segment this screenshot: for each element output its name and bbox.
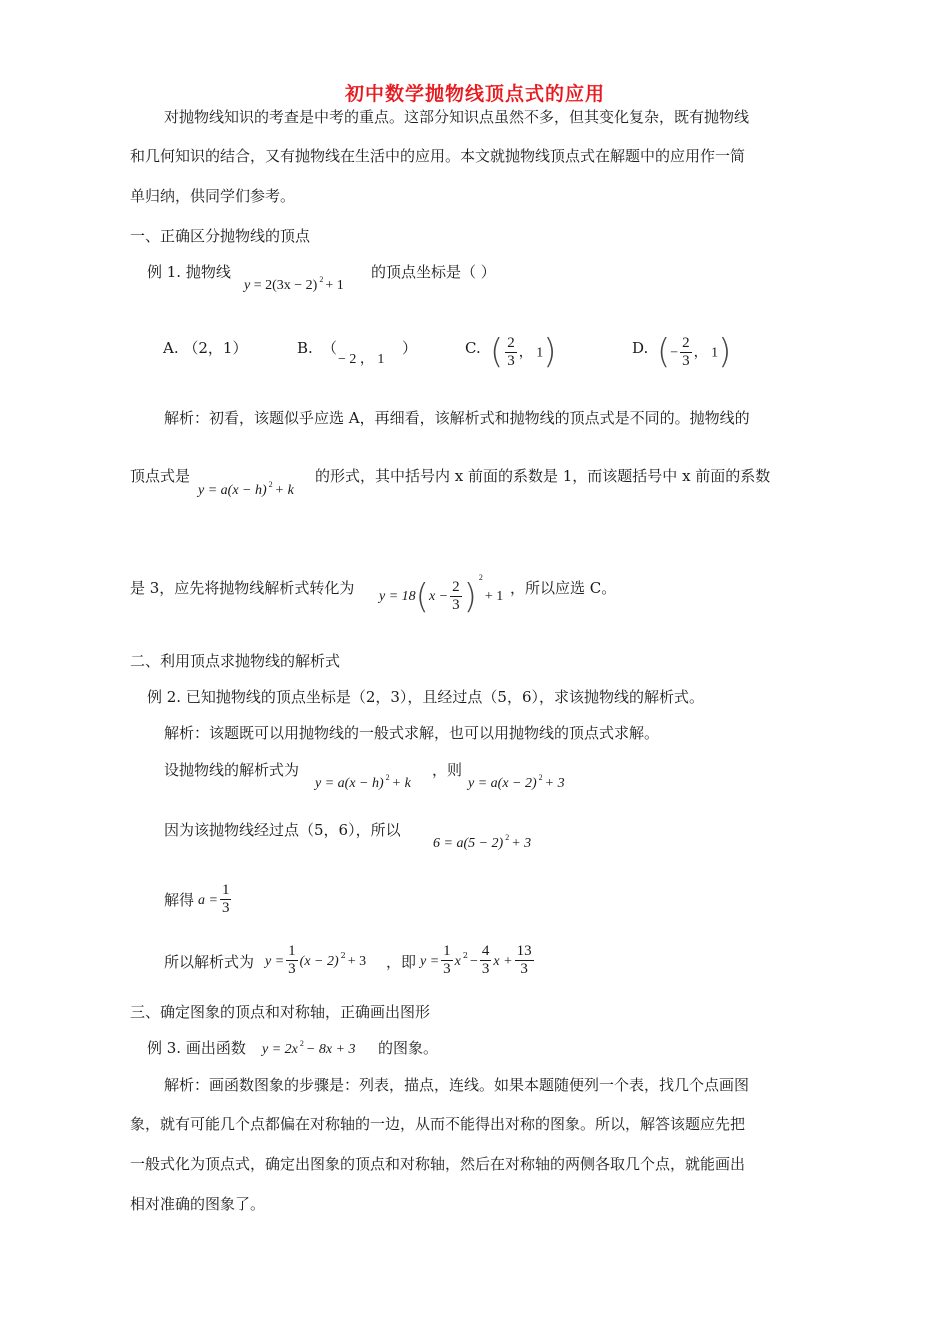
result-fraction: $\frac{1}{3}$: [288, 943, 296, 977]
option-d-fraction: $\frac{2}{3}$: [682, 334, 690, 369]
analysis-1-line-3-tail: ，所以应选 C。: [510, 579, 617, 597]
section-2-heading: 二、利用顶点求抛物线的解析式: [130, 652, 341, 670]
intro-line-3: 单归纳，供同学们参考。: [130, 187, 296, 205]
solve-line-head: 解得: [164, 891, 195, 909]
pass-line-head: 因为该抛物线经过点（5，6），所以: [164, 821, 401, 839]
option-a: A. （2，1）: [163, 339, 248, 357]
solve-formula: a = $\frac{1}{3}$: [198, 882, 230, 916]
analysis-3-line-2: 象，就有可能几个点都偏在对称轴的一边，从而不能得出对称的图象。所以，解答该题应先把: [130, 1115, 746, 1133]
set-line-head: 设抛物线的解析式为: [164, 761, 300, 779]
analysis-1-line-2-head: 顶点式是: [130, 467, 191, 485]
formula-tail: + 1: [325, 278, 344, 293]
example-3-head: 例 3. 画出函数: [147, 1039, 246, 1057]
left-paren-icon: (: [657, 332, 671, 372]
left-paren-icon: (: [415, 576, 429, 617]
example-1-tail: 的顶点坐标是（ ）: [371, 263, 496, 281]
analysis-2: 解析：该题既可以用抛物线的一般式求解，也可以用抛物线的顶点式求解。: [164, 724, 660, 742]
result-line-mid: ，即: [386, 953, 417, 971]
analysis-1-line-1: 解析：初看，该题似乎应选 A，再细看，该解析式和抛物线的顶点式是不同的。抛物线的: [164, 409, 750, 427]
right-paren-icon: ): [718, 332, 732, 372]
analysis-1-line-3-head: 是 3，应先将抛物线解析式转化为: [130, 579, 355, 597]
page-title: 初中数学抛物线顶点式的应用: [344, 83, 605, 105]
right-paren-icon: ): [543, 332, 557, 372]
set-formula-2: y = a(x − 2) $^2$ + 3: [468, 773, 565, 791]
option-b-open: （: [322, 339, 338, 357]
intro-line-1: 对抛物线知识的考查是中考的重点。这部分知识点虽然不多，但其变化复杂，既有抛物线: [164, 108, 750, 126]
formula-exponent: 2: [319, 275, 324, 284]
section-1-heading: 一、正确区分抛物线的顶点: [130, 227, 311, 245]
option-b-close: ）: [402, 339, 418, 357]
section-3-heading: 三、确定图象的顶点和对称轴，正确画出图形: [130, 1003, 431, 1021]
solve-fraction: $\frac{1}{3}$: [221, 882, 230, 916]
analysis-3-line-1: 解析：画函数图象的步骤是：列表，描点，连线。如果本题随便列一个表，找几个点画图: [164, 1076, 750, 1094]
option-c-label: C.: [465, 339, 481, 357]
general-formula: y = $\frac{1}{3}$ x $^2$ − $\frac{4}{3}$ x + $\frac{13}{3}$: [420, 943, 532, 977]
vertex-form-formula: y = a(x − h) $^2$ + k: [198, 480, 294, 498]
formula-y: y: [244, 278, 251, 293]
example-2: 例 2. 已知抛物线的顶点坐标是（2，3），且经过点（5，6），求该抛物线的解析式。: [147, 688, 705, 706]
option-c-fraction: $\frac{2}{3}$: [507, 334, 515, 369]
result-line-head: 所以解析式为: [164, 953, 255, 971]
formula-body: = 2(3x − 2): [253, 278, 318, 293]
converted-formula: y = 18(x − $\frac{2}{3}$ ) $^2$+ 1: [379, 573, 504, 617]
analysis-1-line-2-tail: 的形式，其中括号内 x 前面的系数是 1，而该题括号中 x 前面的系数: [315, 467, 771, 485]
left-paren-icon: (: [490, 332, 504, 372]
example-3-formula: y = 2x $^2$ − 8x + 3: [262, 1039, 356, 1057]
pass-formula: 6 = a(5 − 2) $^2$ + 3: [433, 833, 532, 851]
example-1-formula: [244, 275, 344, 294]
set-formula-1: y = a(x − h) $^2$ + k: [315, 773, 411, 791]
analysis-3-line-3: 一般式化为顶点式，确定出图象的顶点和对称轴，然后在对称轴的两侧各取几个点，就能画出: [130, 1155, 746, 1173]
option-b-label: B.: [297, 339, 313, 357]
example-3-tail: 的图象。: [378, 1039, 439, 1057]
right-paren-icon: ): [463, 576, 477, 617]
option-c-value: ( $\frac{2}{3}$ ， 1): [490, 332, 557, 372]
example-1-label: 例 1. 抛物线: [147, 263, 231, 281]
set-line-mid: ，则: [432, 761, 463, 779]
intro-line-2: 和几何知识的结合，又有抛物线在生活中的应用。本文就抛物线顶点式在解题中的应用作一简: [130, 147, 746, 165]
option-d-label: D.: [632, 339, 649, 357]
analysis-3-line-4: 相对准确的图象了。: [130, 1195, 266, 1213]
option-b-values: − 2 ， 1: [338, 352, 385, 367]
option-d-value: (− $\frac{2}{3}$ ， 1): [657, 332, 732, 372]
result-formula: y = $\frac{1}{3}$ (x − 2) $^2$ + 3: [265, 943, 367, 977]
converted-fraction: $\frac{2}{3}$: [452, 579, 460, 614]
